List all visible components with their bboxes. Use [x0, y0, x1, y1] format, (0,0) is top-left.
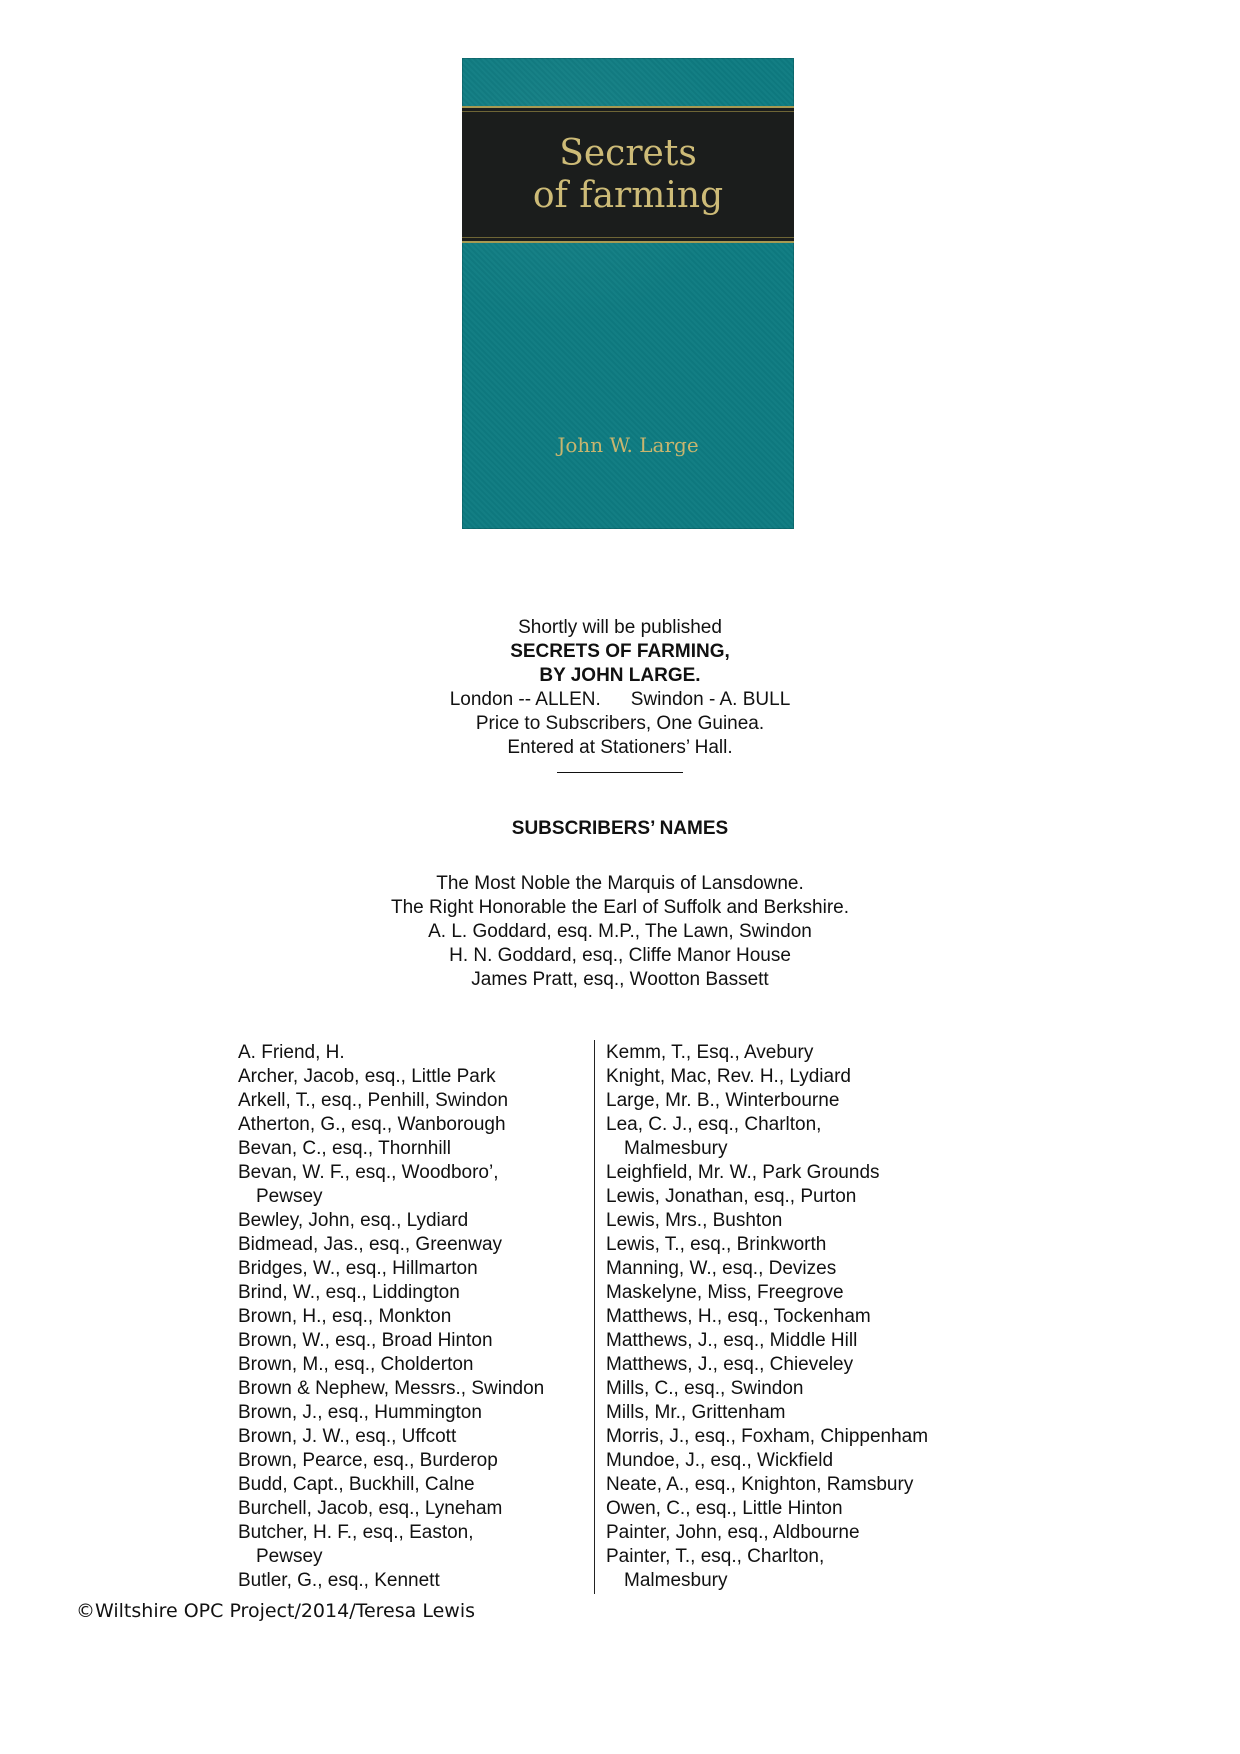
book-cover-image — [462, 58, 794, 529]
subscriber-entry: Matthews, H., esq., Tockenham — [606, 1306, 871, 1327]
subscribers-heading: SUBSCRIBERS’ NAMES — [511, 818, 729, 839]
subscribers-left-column — [238, 1041, 588, 1593]
cover-title-band — [462, 106, 794, 243]
subscriber-entry: Bewley, John, esq., Lydiard — [238, 1210, 469, 1231]
publication-announcement — [0, 616, 1240, 773]
subscriber-entry: Owen, C., esq., Little Hinton — [606, 1498, 843, 1519]
patron-line: James Pratt, esq., Wootton Bassett — [471, 969, 769, 990]
subscriber-entry: Budd, Capt., Buckhill, Calne — [238, 1474, 475, 1495]
subscriber-entry: Lea, C. J., esq., Charlton, — [606, 1114, 822, 1135]
subscriber-entry: Mills, Mr., Grittenham — [606, 1402, 786, 1423]
subscriber-entry: Painter, John, esq., Aldbourne — [606, 1522, 860, 1543]
subscriber-entry: Atherton, G., esq., Wanborough — [238, 1114, 506, 1135]
patron-line: A. L. Goddard, esq. M.P., The Lawn, Swindon — [428, 921, 812, 942]
subscribers-right-column — [606, 1041, 1006, 1593]
subscriber-entry: Matthews, J., esq., Middle Hill — [606, 1330, 858, 1351]
publisher-london: London -- ALLEN. — [449, 689, 601, 710]
subscriber-entry: Brown, M., esq., Cholderton — [238, 1354, 474, 1375]
subscriber-entry: Pewsey — [256, 1546, 323, 1567]
announcement-intro: Shortly will be published — [518, 617, 722, 638]
subscriber-entry: Knight, Mac, Rev. H., Lydiard — [606, 1066, 851, 1087]
subscriber-entry: Painter, T., esq., Charlton, — [606, 1546, 825, 1567]
subscriber-entry: Arkell, T., esq., Penhill, Swindon — [238, 1090, 509, 1111]
subscriber-entry: Malmesbury — [624, 1570, 728, 1591]
cover-author: John W. Large — [557, 433, 699, 457]
subscriber-entry: Archer, Jacob, esq., Little Park — [238, 1066, 496, 1087]
subscriber-entry: Maskelyne, Miss, Freegrove — [606, 1282, 844, 1303]
subscriber-entry: Butcher, H. F., esq., Easton, — [238, 1522, 474, 1543]
subscriber-entry: Brind, W., esq., Liddington — [238, 1282, 460, 1303]
subscriber-entry: Bevan, W. F., esq., Woodboro’, — [238, 1162, 499, 1183]
subscriber-entry: A. Friend, H. — [238, 1042, 345, 1063]
cover-title-line-2: of farming — [532, 174, 724, 216]
subscriber-entry: Brown, W., esq., Broad Hinton — [238, 1330, 493, 1351]
subscriber-entry: Lewis, Jonathan, esq., Purton — [606, 1186, 857, 1207]
patron-line: The Right Honorable the Earl of Suffolk and Berkshire. — [390, 897, 849, 918]
subscriber-entry: Large, Mr. B., Winterbourne — [606, 1090, 840, 1111]
subscriber-entry: Brown, Pearce, esq., Burderop — [238, 1450, 498, 1471]
subscriber-entry: Kemm, T., Esq., Avebury — [606, 1042, 814, 1063]
patrons-list — [0, 872, 1240, 992]
entered-line: Entered at Stationers’ Hall. — [507, 737, 733, 758]
subscriber-entry: Neate, A., esq., Knighton, Ramsbury — [606, 1474, 914, 1495]
subscriber-entry: Brown, J., esq., Hummington — [238, 1402, 482, 1423]
subscriber-entry: Mundoe, J., esq., Wickfield — [606, 1450, 834, 1471]
subscriber-entry: Bidmead, Jas., esq., Greenway — [238, 1234, 503, 1255]
subscriber-entry: Matthews, J., esq., Chieveley — [606, 1354, 854, 1375]
subscriber-entry: Brown & Nephew, Messrs., Swindon — [238, 1378, 545, 1399]
subscriber-entry: Brown, H., esq., Monkton — [238, 1306, 452, 1327]
publishers-line — [0, 688, 1240, 712]
subscriber-entry: Brown, J. W., esq., Uffcott — [238, 1426, 457, 1447]
patron-line: The Most Noble the Marquis of Lansdowne. — [436, 873, 804, 894]
subscriber-entry: Leighfield, Mr. W., Park Grounds — [606, 1162, 880, 1183]
subscriber-entry: Lewis, Mrs., Bushton — [606, 1210, 783, 1231]
subscriber-entry: Mills, C., esq., Swindon — [606, 1378, 804, 1399]
patron-line: H. N. Goddard, esq., Cliffe Manor House — [449, 945, 791, 966]
subscriber-entry: Morris, J., esq., Foxham, Chippenham — [606, 1426, 929, 1447]
copyright-footer: ©Wiltshire OPC Project/2014/Teresa Lewis — [76, 1600, 475, 1622]
subscriber-entry: Malmesbury — [624, 1138, 728, 1159]
column-divider — [594, 1040, 595, 1594]
publisher-swindon: Swindon - A. BULL — [630, 689, 791, 710]
subscriber-entry: Manning, W., esq., Devizes — [606, 1258, 837, 1279]
section-rule — [557, 772, 683, 773]
subscriber-entry: Bridges, W., esq., Hillmarton — [238, 1258, 478, 1279]
announcement-title: SECRETS OF FARMING, — [510, 641, 730, 662]
price-line: Price to Subscribers, One Guinea. — [475, 713, 765, 734]
subscriber-entry: Pewsey — [256, 1186, 323, 1207]
subscriber-entry: Butler, G., esq., Kennett — [238, 1570, 440, 1591]
subscriber-entry: Bevan, C., esq., Thornhill — [238, 1138, 451, 1159]
subscriber-entry: Burchell, Jacob, esq., Lyneham — [238, 1498, 503, 1519]
announcement-byline: BY JOHN LARGE. — [539, 665, 701, 686]
cover-title-line-1: Secrets — [559, 132, 697, 174]
subscriber-entry: Lewis, T., esq., Brinkworth — [606, 1234, 827, 1255]
